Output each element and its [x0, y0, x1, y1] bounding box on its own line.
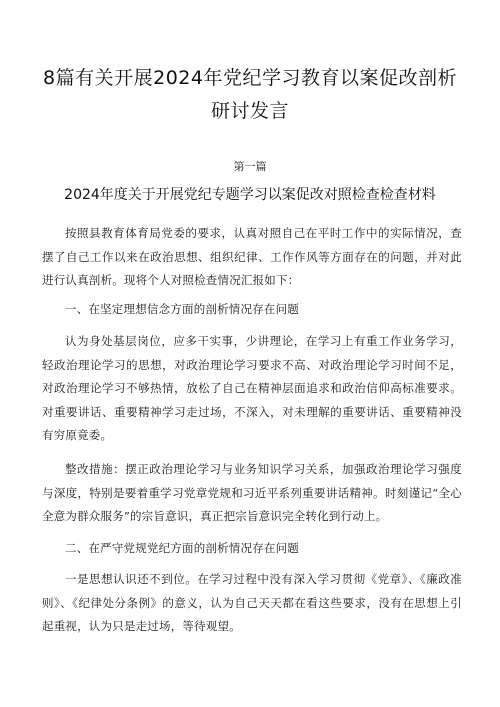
- ideals-problem-paragraph: 认为身处基层岗位，应多干实事，少讲理论，在学习上有重工作业务学习，轻政治理论学习的思想，对政治理论学习要求不高、对政治理论学习时间不足，对政治理论学习不够热情，放松了自己在精神层面追求和政治信仰高标准要求。对重要讲话、重要精神学习走过场，不深入，对未理解的重要讲话、重要精神没有穷原竟委。: [42, 334, 462, 442]
- subheading-discipline: 二、在严守党规党纪方面的剖析情况存在问题: [65, 541, 299, 555]
- discipline-problem-paragraph: 一是思想认识还不到位。在学习过程中没有深入学习贯彻《党章》、《廉政准则》、《纪律处分条例》的意义，认为自己天天都在看这些要求，没有在思想上引起重视，认为只是走过场，等待观望。: [42, 572, 462, 633]
- section-heading: 2024年度关于开展党纪专题学习以案促改对照检查检查材料: [64, 187, 436, 203]
- intro-paragraph: 按照县教育体育局党委的要求，认真对照自己在平时工作中的实际情况，查摆了自己工作以来在政治思想、组织纪律、工作作风等方面存在的问题，并对此进行认真剖析。现将个人对照检查情况汇报如下：: [42, 226, 462, 287]
- document-title: 8篇有关开展2024年党纪学习教育以案促改剖析研讨发言: [43, 67, 457, 122]
- rectification-paragraph: 整改措施：摆正政治理论学习与业务知识学习关系，加强政治理论学习强度与深度，特别是要着重学习党章党规和习近平系列重要讲话精神。时刻谨记“全心全意为群众服务”的宗旨意识，真正把宗旨意识完全转化到行动上。: [42, 462, 462, 523]
- section-label: 第一篇: [233, 160, 267, 173]
- subheading-ideals: 一、在坚定理想信念方面的剖析情况存在问题: [65, 302, 299, 316]
